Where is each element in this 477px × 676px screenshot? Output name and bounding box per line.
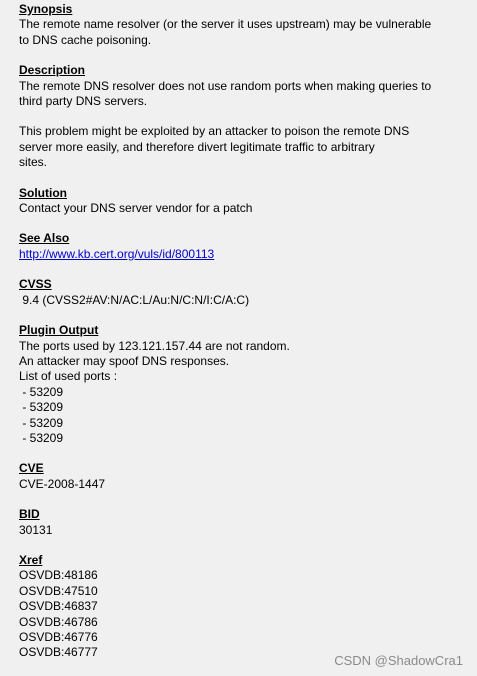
bid-section xyxy=(19,507,459,538)
xref-section xyxy=(19,553,459,661)
port-list-item: - 53209 xyxy=(19,415,64,430)
see-also-heading: See Also xyxy=(19,231,70,246)
xref-item: OSVDB:46786 xyxy=(19,614,98,629)
see-also-section xyxy=(19,231,459,262)
xref-item: OSVDB:47510 xyxy=(19,583,98,598)
description-line: This problem might be exploited by an attacker to poison the remote DNS xyxy=(19,124,410,139)
solution-section xyxy=(19,186,459,217)
description-line: sites. xyxy=(19,155,48,170)
cve-heading: CVE xyxy=(19,461,44,476)
description-paragraph xyxy=(19,124,459,170)
xref-item: OSVDB:46837 xyxy=(19,599,98,614)
cvss-heading: CVSS xyxy=(19,277,52,292)
description-line: server more easily, and therefore divert legitimate traffic to arbitrary xyxy=(19,139,375,154)
cvss-score: 9.4 (CVSS2#AV:N/AC:L/Au:N/C:N/I:C/A:C) xyxy=(19,292,250,307)
bid-id: 30131 xyxy=(19,522,53,537)
xref-heading: Xref xyxy=(19,552,43,567)
cert-advisory-link[interactable]: http://www.kb.cert.org/vuls/id/800113 xyxy=(19,246,215,261)
cve-section xyxy=(19,461,459,492)
synopsis-line: The remote name resolver (or the server it uses upstream) may be vulnerable xyxy=(19,17,432,32)
description-heading: Description xyxy=(19,63,86,78)
cve-id: CVE-2008-1447 xyxy=(19,476,106,491)
vulnerability-report xyxy=(19,2,459,676)
cvss-section xyxy=(19,277,459,308)
synopsis-heading: Synopsis xyxy=(19,2,73,16)
synopsis-section xyxy=(19,2,459,48)
solution-text: Contact your DNS server vendor for a patch xyxy=(19,201,253,216)
csdn-watermark: CSDN @ShadowCra1 xyxy=(334,653,463,668)
description-line: The remote DNS resolver does not use random ports when making queries to xyxy=(19,78,432,93)
description-line: third party DNS servers. xyxy=(19,94,148,109)
port-list-item: - 53209 xyxy=(19,384,64,399)
plugin-output-section xyxy=(19,323,459,446)
xref-item: OSVDB:48186 xyxy=(19,568,98,583)
bid-heading: BID xyxy=(19,507,40,522)
plugin-output-heading: Plugin Output xyxy=(19,323,99,338)
port-list-item: - 53209 xyxy=(19,430,64,445)
plugin-output-line: An attacker may spoof DNS responses. xyxy=(19,353,230,368)
plugin-output-line: List of used ports : xyxy=(19,369,118,384)
port-list-item: - 53209 xyxy=(19,400,64,415)
description-paragraph xyxy=(19,79,459,110)
synopsis-line: to DNS cache poisoning. xyxy=(19,32,152,47)
xref-item: OSVDB:46776 xyxy=(19,630,98,644)
xref-item: OSVDB:46777 xyxy=(19,645,98,660)
description-section xyxy=(19,63,459,170)
plugin-output-line: The ports used by 123.121.157.44 are not random. xyxy=(19,338,290,353)
solution-heading: Solution xyxy=(19,185,67,200)
